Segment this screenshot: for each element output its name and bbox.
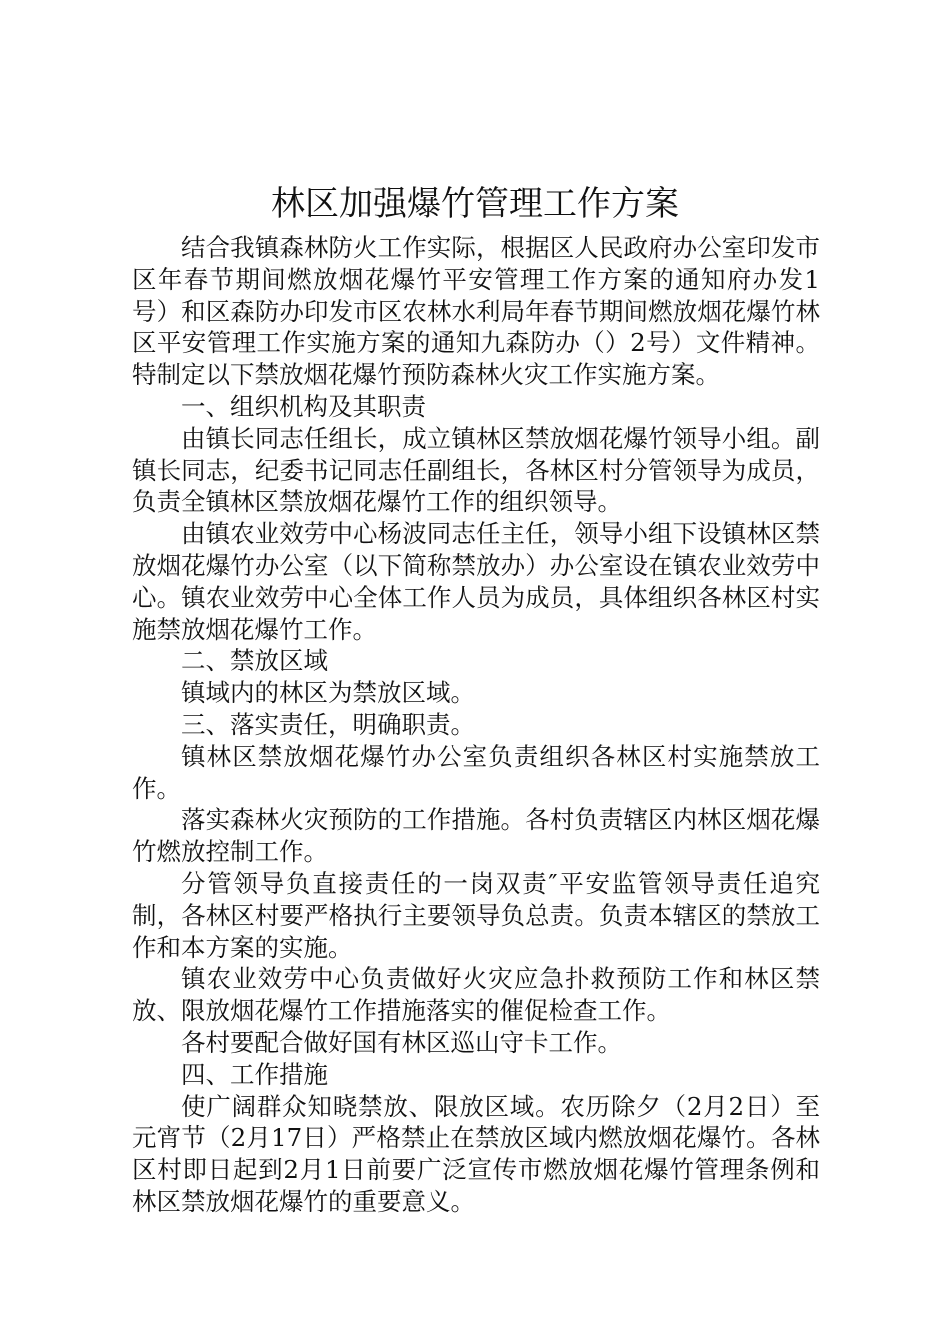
- paragraph: 由镇长同志任组长，成立镇林区禁放烟花爆竹领导小组。副镇长同志，纪委书记同志任副组长，各林区村分管领导为成员，负责全镇林区禁放烟花爆竹工作的组织领导。: [132, 423, 820, 517]
- heading-section-4: 四、工作措施: [181, 1059, 328, 1089]
- paragraph: 使广阔群众知晓禁放、限放区域。农历除夕（2月2日）至元宵节（2月17日）严格禁止在禁放区域内燃放烟花爆竹。各林区村即日起到2月1日前要广泛宣传市燃放烟花爆竹管理条例和林区禁放烟花爆竹的重要意义。: [132, 1091, 820, 1216]
- paragraph: 镇林区禁放烟花爆竹办公室负责组织各林区村实施禁放工作。: [132, 741, 820, 803]
- heading-section-2: 二、禁放区域: [181, 646, 328, 676]
- document-body: [132, 232, 820, 1218]
- paragraph-intro: 结合我镇森林防火工作实际，根据区人民政府办公室印发市区年春节期间燃放烟花爆竹平安管理工作方案的通知府办发1号）和区森防办印发市区农林水利局年春节期间燃放烟花爆竹林区平安管理工作实施方案的通知九森防办（）2号）文件精神。特制定以下禁放烟花爆竹预防森林火灾工作实施方案。: [132, 233, 820, 390]
- paragraph: 镇农业效劳中心负责做好火灾应急扑救预防工作和林区禁放、限放烟花爆竹工作措施落实的催促检查工作。: [132, 964, 820, 1026]
- heading-section-3: 三、落实责任，明确职责。: [181, 709, 475, 739]
- heading-section-1: 一、组织机构及其职责: [181, 391, 426, 421]
- paragraph: 由镇农业效劳中心杨波同志任主任，领导小组下设镇林区禁放烟花爆竹办公室（以下简称禁放办）办公室设在镇农业效劳中心。镇农业效劳中心全体工作人员为成员，具体组织各林区村实施禁放烟花爆竹工作。: [132, 519, 820, 644]
- paragraph: 分管领导负直接责任的一岗双责″平安监管领导责任追究制，各林区村要严格执行主要领导负总责。负责本辖区的禁放工作和本方案的实施。: [132, 868, 820, 962]
- paragraph: 落实森林火灾预防的工作措施。各村负责辖区内林区烟花爆竹燃放控制工作。: [132, 805, 820, 867]
- paragraph: 镇域内的林区为禁放区域。: [181, 678, 475, 708]
- paragraph: 各村要配合做好国有林区巡山守卡工作。: [181, 1027, 622, 1057]
- document-title: 林区加强爆竹管理工作方案: [271, 184, 679, 224]
